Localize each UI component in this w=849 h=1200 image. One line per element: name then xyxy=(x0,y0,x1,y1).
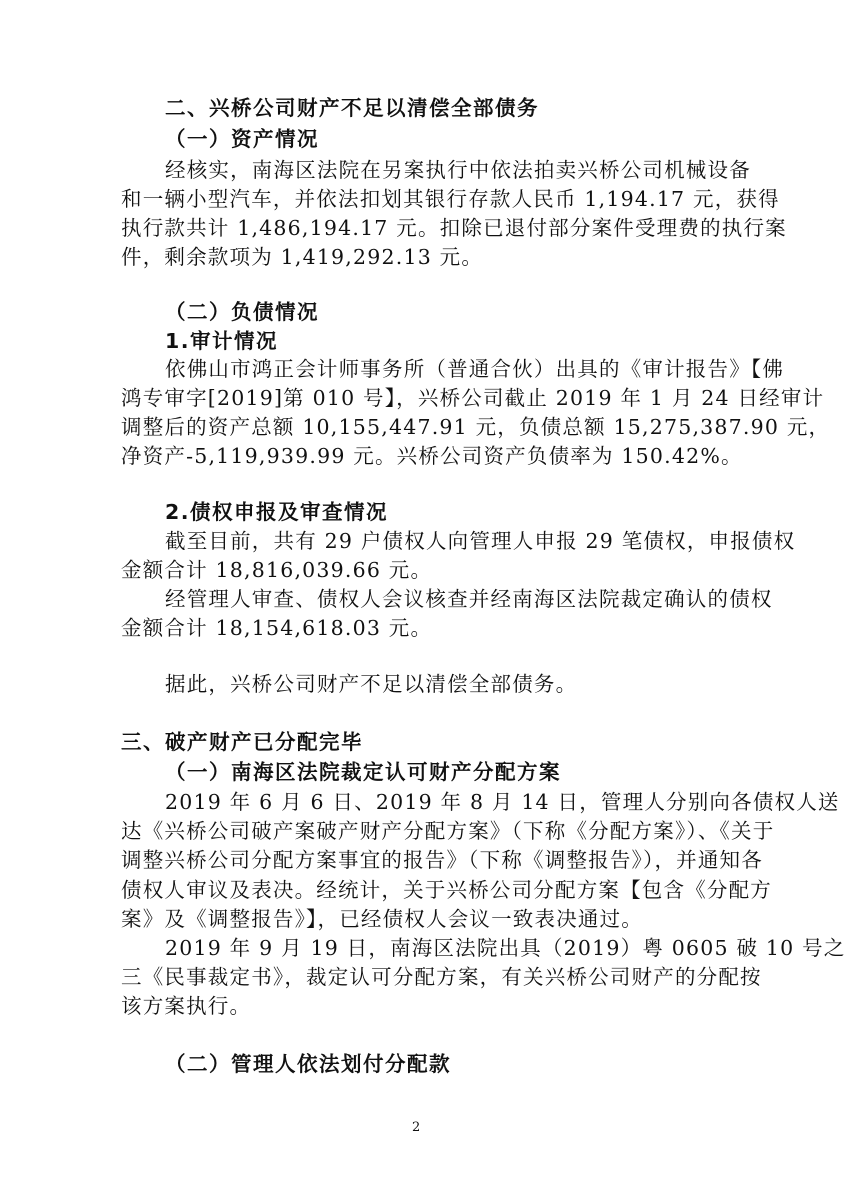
audit-paragraph-line: 净资产-5,119,939.99 元。兴桥公司资产负债率为 150.42%。 xyxy=(121,444,743,468)
claims-paragraph-line: 经管理人审查、债权人会议核查并经南海区法院裁定确认的债权 xyxy=(165,587,773,611)
audit-paragraph-line: 依佛山市鸿正会计师事务所（普通合伙）出具的《审计报告》【佛 xyxy=(165,357,785,381)
subsection-distribution-heading: （二）管理人依法划付分配款 xyxy=(165,1052,451,1076)
ruling-paragraph-line: 2019 年 6 月 6 日、2019 年 8 月 14 日，管理人分别向各债权人送 xyxy=(165,790,840,814)
assets-paragraph-line: 件，剩余款项为 1,419,292.13 元。 xyxy=(121,245,484,269)
claims-heading: 2.债权申报及审查情况 xyxy=(165,500,389,524)
claims-paragraph-line: 金额合计 18,154,618.03 元。 xyxy=(121,616,433,640)
ruling-paragraph-line: 债权人审议及表决。经统计，关于兴桥公司分配方案【包含《分配方 xyxy=(121,878,772,902)
claims-paragraph-line: 金额合计 18,816,039.66 元。 xyxy=(121,558,433,582)
audit-paragraph-line: 调整后的资产总额 10,155,447.91 元，负债总额 15,275,387.90 元， xyxy=(121,415,831,439)
section-2-heading: 二、兴桥公司财产不足以清偿全部债务 xyxy=(165,96,539,120)
section-3-heading: 三、破产财产已分配完毕 xyxy=(121,730,363,754)
ruling-paragraph-line: 该方案执行。 xyxy=(121,994,252,1018)
subsection-court-ruling-heading: （一）南海区法院裁定认可财产分配方案 xyxy=(165,760,561,784)
assets-paragraph-line: 执行款共计 1,486,194.17 元。扣除已退付部分案件受理费的执行案 xyxy=(121,216,787,240)
audit-heading: 1.审计情况 xyxy=(165,329,279,353)
ruling-paragraph-line: 达《兴桥公司破产案破产财产分配方案》（下称《分配方案》）、《关于 xyxy=(121,819,775,843)
conclusion-text: 据此，兴桥公司财产不足以清偿全部债务。 xyxy=(165,672,578,696)
subsection-liabilities-heading: （二）负债情况 xyxy=(165,300,319,324)
audit-paragraph-line: 鸿专审字[2019]第 010 号】，兴桥公司截止 2019 年 1 月 24 日经审计 xyxy=(121,386,825,410)
assets-paragraph-line: 和一辆小型汽车，并依法扣划其银行存款人民币 1,194.17 元，获得 xyxy=(121,187,780,211)
page-number: 2 xyxy=(412,1120,421,1135)
ruling-paragraph-line: 调整兴桥公司分配方案事宜的报告》（下称《调整报告》），并通知各 xyxy=(121,848,763,872)
ruling-paragraph-line: 2019 年 9 月 19 日，南海区法院出具（2019）粤 0605 破 10 号之 xyxy=(165,936,846,960)
ruling-paragraph-line: 案》及《调整报告》】，已经债权人会议一致表决通过。 xyxy=(121,907,643,931)
claims-paragraph-line: 截至目前，共有 29 户债权人向管理人申报 29 笔债权，申报债权 xyxy=(165,529,796,553)
ruling-paragraph-line: 三《民事裁定书》，裁定认可分配方案，有关兴桥公司财产的分配按 xyxy=(121,965,762,989)
subsection-assets-heading: （一）资产情况 xyxy=(165,127,319,151)
assets-paragraph-line: 经核实，南海区法院在另案执行中依法拍卖兴桥公司机械设备 xyxy=(165,158,751,182)
